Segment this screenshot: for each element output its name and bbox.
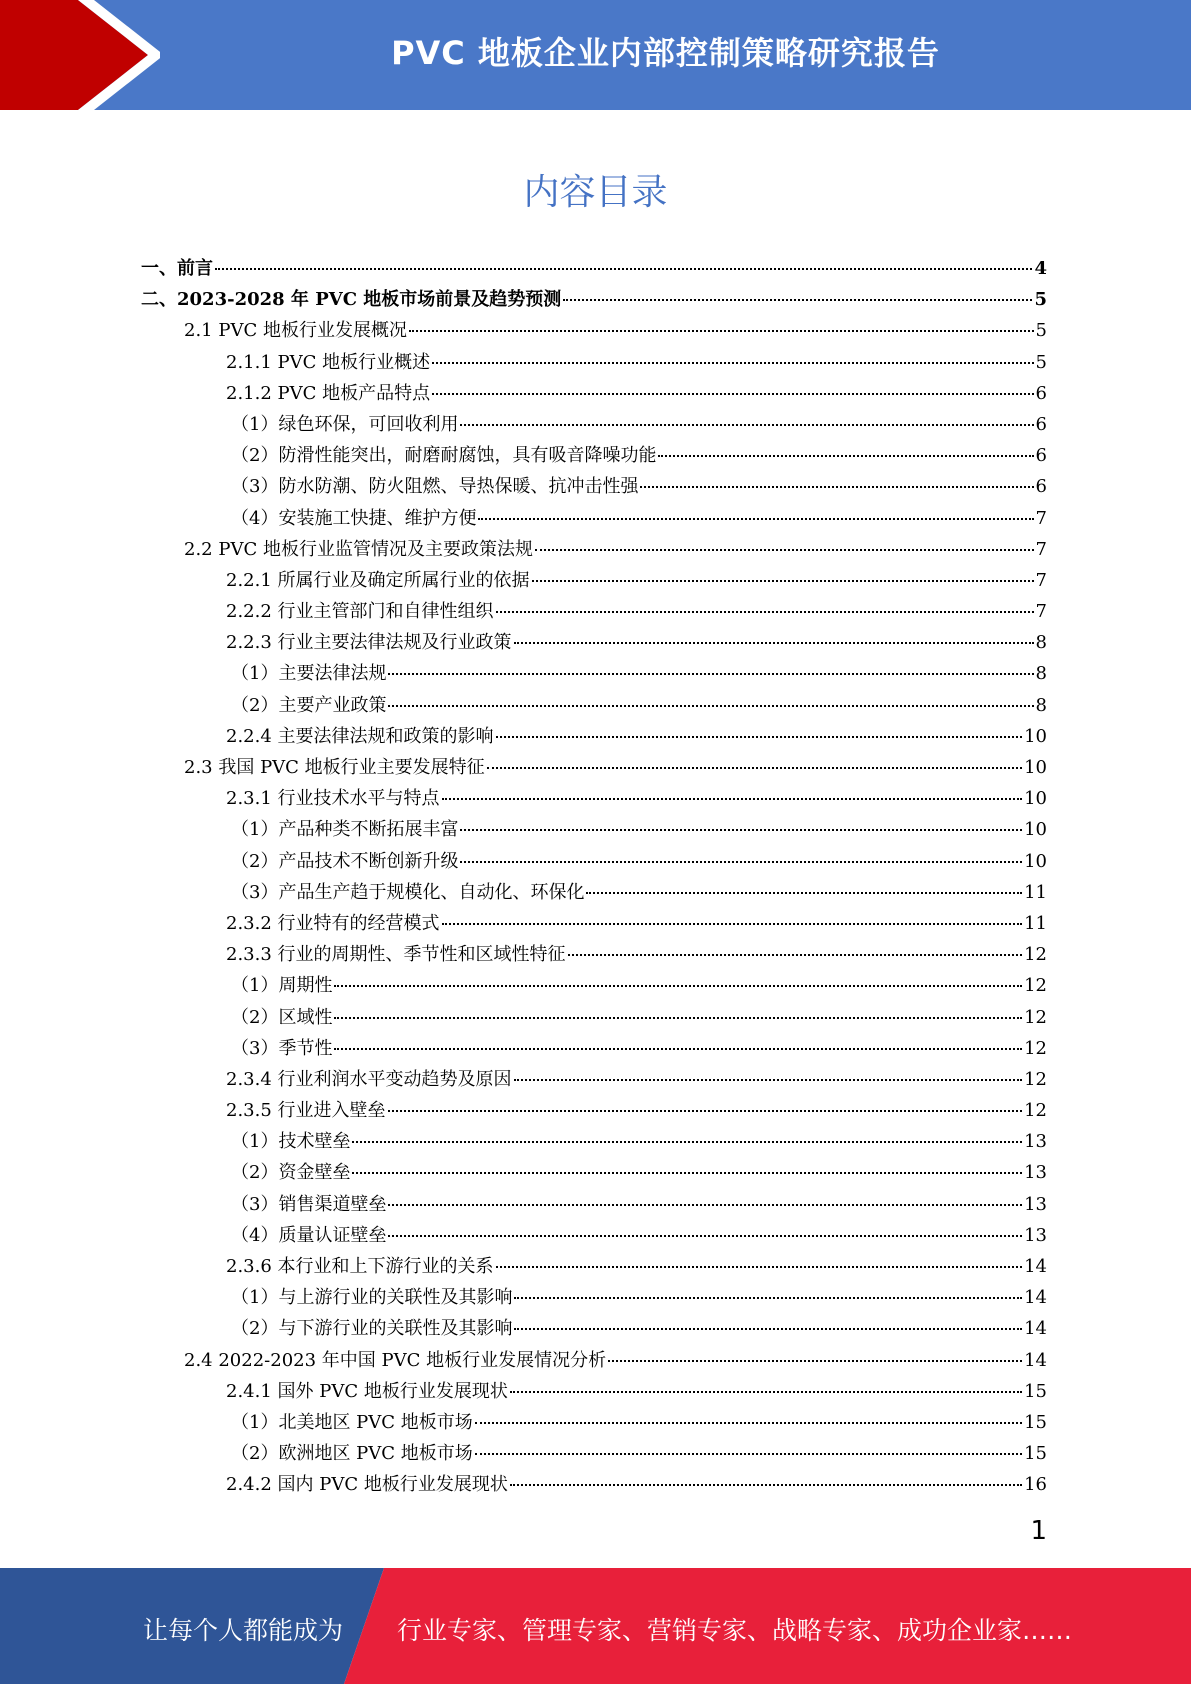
toc-entry[interactable] <box>141 1189 1047 1220</box>
toc-dot-leader <box>442 797 1023 800</box>
toc-entry-label: （2）主要产业政策 <box>231 694 387 716</box>
toc-dot-leader <box>388 704 1033 707</box>
toc-entry-label: （2）区域性 <box>231 1006 333 1028</box>
toc-entry-label: （1）主要法律法规 <box>231 663 387 685</box>
toc-heading: 内容目录 <box>523 172 668 213</box>
toc-dot-leader <box>514 641 1034 644</box>
toc-entry-label: （3）防水防潮、防火阻燃、导热保暖、抗冲击性强 <box>231 476 639 498</box>
toc-entry[interactable] <box>141 752 1047 783</box>
toc-entry-page: 13 <box>1024 1224 1047 1246</box>
toc-entry-page: 13 <box>1024 1162 1047 1184</box>
page-number: 1 <box>1030 1516 1047 1546</box>
toc-entry-page: 6 <box>1035 382 1047 404</box>
toc-entry[interactable] <box>141 315 1047 346</box>
toc-dot-leader <box>496 1265 1023 1268</box>
toc-entry-page: 15 <box>1024 1443 1047 1465</box>
toc-entry[interactable] <box>141 846 1047 877</box>
toc-entry-page: 15 <box>1024 1380 1047 1402</box>
toc-entry-label: （2）欧洲地区 PVC 地板市场 <box>231 1443 473 1465</box>
toc-entry-label: 2.2 PVC 地板行业监管情况及主要政策法规 <box>184 538 533 560</box>
toc-entry[interactable] <box>141 565 1047 596</box>
toc-entry-page: 6 <box>1035 413 1047 435</box>
toc-entry-label: （4）质量认证壁垒 <box>231 1224 387 1246</box>
toc-entry[interactable] <box>141 1469 1047 1500</box>
toc-dot-leader <box>478 517 1033 520</box>
toc-entry-page: 5 <box>1034 289 1047 311</box>
toc-entry[interactable] <box>141 1313 1047 1344</box>
toc-entry-page: 15 <box>1024 1411 1047 1433</box>
toc-entry-label: （1）绿色环保，可回收利用 <box>231 413 459 435</box>
toc-entry[interactable] <box>141 1126 1047 1157</box>
toc-entry-page: 10 <box>1024 819 1047 841</box>
toc-entry-label: 2.1.1 PVC 地板行业概述 <box>226 351 431 373</box>
toc-entry-label: 2.4 2022-2023 年中国 PVC 地板行业发展情况分析 <box>184 1349 607 1371</box>
toc-dot-leader <box>475 1421 1022 1424</box>
toc-dot-leader <box>334 1016 1022 1019</box>
toc-dot-leader <box>563 298 1032 301</box>
header-band <box>0 0 1191 110</box>
toc-entry-label: （2）防滑性能突出，耐磨耐腐蚀，具有吸音降噪功能 <box>231 445 657 467</box>
toc-entry[interactable] <box>141 1407 1047 1438</box>
toc-dot-leader <box>352 1171 1022 1174</box>
toc-entry-label: （1）北美地区 PVC 地板市场 <box>231 1411 473 1433</box>
toc-dot-leader <box>460 828 1022 831</box>
header-chevron-icon <box>0 0 160 110</box>
toc-entry-label: 2.3.3 行业的周期性、季节性和区域性特征 <box>226 944 566 966</box>
toc-entry-page: 14 <box>1024 1287 1047 1309</box>
toc-dot-leader <box>475 1452 1022 1455</box>
toc-entry-label: 2.2.4 主要法律法规和政策的影响 <box>226 725 494 747</box>
toc-entry-page: 7 <box>1035 507 1047 529</box>
toc-entry-label: 2.3.4 行业利润水平变动趋势及原因 <box>226 1068 512 1090</box>
toc-dot-leader <box>487 766 1022 769</box>
toc-dot-leader <box>535 548 1034 551</box>
toc-entry-label: 2.4.1 国外 PVC 地板行业发展现状 <box>226 1380 508 1402</box>
toc-entry-page: 10 <box>1024 725 1047 747</box>
toc-entry-page: 10 <box>1024 788 1047 810</box>
toc-entry[interactable] <box>141 347 1047 378</box>
toc-entry[interactable] <box>141 409 1047 440</box>
toc-dot-leader <box>532 579 1034 582</box>
toc-dot-leader <box>496 610 1034 613</box>
toc-dot-leader <box>510 1390 1022 1393</box>
toc-entry-label: （1）产品种类不断拓展丰富 <box>231 819 459 841</box>
toc-entry-page: 7 <box>1035 601 1047 623</box>
toc-entry-page: 13 <box>1024 1131 1047 1153</box>
toc-entry[interactable] <box>141 253 1047 284</box>
toc-entry[interactable] <box>141 471 1047 502</box>
toc-entry-page: 6 <box>1035 445 1047 467</box>
toc-entry-label: 2.2.2 行业主管部门和自律性组织 <box>226 601 494 623</box>
toc-entry[interactable] <box>141 1157 1047 1188</box>
toc-entry-page: 14 <box>1024 1318 1047 1340</box>
toc-entry-label: 2.4.2 国内 PVC 地板行业发展现状 <box>226 1474 508 1496</box>
toc-entry-label: （2）资金壁垒 <box>231 1162 351 1184</box>
toc-entry-label: 2.2.3 行业主要法律法规及行业政策 <box>226 632 512 654</box>
toc-entry[interactable] <box>141 1095 1047 1126</box>
toc-dot-leader <box>334 984 1022 987</box>
toc-entry-page: 12 <box>1024 1037 1047 1059</box>
footer-slogan-left: 让每个人都能成为 <box>143 1616 344 1645</box>
toc-dot-leader <box>388 1203 1022 1206</box>
toc-entry[interactable] <box>141 690 1047 721</box>
toc-entry-label: 一、前言 <box>141 258 213 279</box>
toc-entry-page: 5 <box>1035 351 1047 373</box>
toc-entry-page: 11 <box>1024 881 1047 903</box>
toc-entry-label: （2）产品技术不断创新升级 <box>231 850 459 872</box>
toc-entry-label: （1）周期性 <box>231 975 333 997</box>
toc-entry-label: （4）安装施工快捷、维护方便 <box>231 507 477 529</box>
toc-entry-page: 12 <box>1024 1100 1047 1122</box>
toc-dot-leader <box>608 1359 1022 1362</box>
toc-dot-leader <box>388 1109 1023 1112</box>
toc-entry[interactable] <box>141 1282 1047 1313</box>
toc-entry-label: 二、2023-2028 年 PVC 地板市场前景及趋势预测 <box>141 289 562 311</box>
toc-dot-leader <box>388 1234 1022 1237</box>
toc-entry-page: 13 <box>1024 1193 1047 1215</box>
toc-entry[interactable] <box>141 721 1047 752</box>
footer-band <box>0 1568 1191 1684</box>
toc-entry[interactable] <box>141 1064 1047 1095</box>
toc-entry-label: （3）产品生产趋于规模化、自动化、环保化 <box>231 881 585 903</box>
toc-entry[interactable] <box>141 939 1047 970</box>
toc-entry[interactable] <box>141 1376 1047 1407</box>
toc-entry-label: （3）季节性 <box>231 1037 333 1059</box>
toc-dot-leader <box>514 1078 1023 1081</box>
toc-entry-page: 16 <box>1024 1474 1047 1496</box>
toc-dot-leader <box>442 922 1023 925</box>
toc-entry-page: 7 <box>1035 538 1047 560</box>
toc-entry-label: （1）与上游行业的关联性及其影响 <box>231 1287 513 1309</box>
toc-entry[interactable] <box>141 1220 1047 1251</box>
toc-entry-page: 8 <box>1035 663 1047 685</box>
toc-entry-label: （2）与下游行业的关联性及其影响 <box>231 1318 513 1340</box>
toc-entry-page: 5 <box>1035 320 1047 342</box>
toc-entry-label: （1）技术壁垒 <box>231 1131 351 1153</box>
toc-dot-leader <box>514 1296 1022 1299</box>
toc-dot-leader <box>352 1140 1022 1143</box>
toc-entry[interactable] <box>141 1002 1047 1033</box>
toc-dot-leader <box>460 860 1022 863</box>
toc-entry-page: 7 <box>1035 569 1047 591</box>
toc-entry[interactable] <box>141 627 1047 658</box>
toc-dot-leader <box>215 267 1032 270</box>
toc-entry-page: 12 <box>1024 1068 1047 1090</box>
toc-entry[interactable] <box>141 596 1047 627</box>
toc-entry[interactable] <box>141 908 1047 939</box>
toc-entry-page: 6 <box>1035 476 1047 498</box>
toc-entry-page: 10 <box>1024 850 1047 872</box>
toc-entry-label: 2.3.1 行业技术水平与特点 <box>226 788 440 810</box>
toc-dot-leader <box>658 454 1033 457</box>
toc-entry-page: 8 <box>1035 694 1047 716</box>
toc-dot-leader <box>514 1327 1022 1330</box>
toc-dot-leader <box>432 361 1033 364</box>
toc-dot-leader <box>432 392 1033 395</box>
table-of-contents <box>141 253 1047 1501</box>
toc-entry[interactable] <box>141 284 1047 315</box>
toc-entry[interactable] <box>141 503 1047 534</box>
toc-entry-label: 2.3.6 本行业和上下游行业的关系 <box>226 1256 494 1277</box>
toc-entry-page: 14 <box>1024 1256 1047 1277</box>
toc-entry-page: 8 <box>1035 632 1047 654</box>
toc-dot-leader <box>496 735 1023 738</box>
toc-entry[interactable] <box>141 1251 1047 1282</box>
toc-entry-page: 12 <box>1024 1006 1047 1028</box>
toc-entry-label: 2.3.2 行业特有的经营模式 <box>226 912 440 934</box>
footer-slogan-right: 行业专家、管理专家、营销专家、战略专家、成功企业家…… <box>397 1616 1073 1645</box>
toc-entry-label: 2.1 PVC 地板行业发展概况 <box>184 320 407 342</box>
toc-entry-page: 4 <box>1034 258 1047 279</box>
toc-entry[interactable] <box>141 534 1047 565</box>
toc-entry-label: 2.3 我国 PVC 地板行业主要发展特征 <box>184 757 485 778</box>
toc-dot-leader <box>586 891 1022 894</box>
toc-entry-label: 2.1.2 PVC 地板产品特点 <box>226 382 431 404</box>
toc-entry[interactable] <box>141 440 1047 471</box>
toc-entry[interactable] <box>141 1345 1047 1376</box>
toc-entry-label: 2.3.5 行业进入壁垒 <box>226 1100 386 1122</box>
toc-dot-leader <box>568 953 1023 956</box>
toc-dot-leader <box>388 672 1033 675</box>
toc-entry-page: 14 <box>1024 1349 1047 1371</box>
toc-dot-leader <box>640 485 1033 488</box>
toc-entry[interactable] <box>141 877 1047 908</box>
toc-entry-page: 11 <box>1024 912 1047 934</box>
toc-entry-label: （3）销售渠道壁垒 <box>231 1193 387 1215</box>
toc-entry[interactable] <box>141 783 1047 814</box>
toc-dot-leader <box>510 1483 1022 1486</box>
report-title: PVC 地板企业内部控制策略研究报告 <box>391 34 940 72</box>
toc-entry-label: 2.2.1 所属行业及确定所属行业的依据 <box>226 569 530 591</box>
toc-dot-leader <box>460 423 1033 426</box>
toc-entry[interactable] <box>141 1033 1047 1064</box>
toc-dot-leader <box>334 1047 1022 1050</box>
toc-entry[interactable] <box>141 970 1047 1001</box>
toc-entry-page: 10 <box>1024 757 1047 778</box>
toc-dot-leader <box>409 329 1034 332</box>
toc-entry[interactable] <box>141 814 1047 845</box>
toc-entry[interactable] <box>141 658 1047 689</box>
toc-entry[interactable] <box>141 1438 1047 1469</box>
toc-entry[interactable] <box>141 378 1047 409</box>
toc-entry-page: 12 <box>1024 944 1047 966</box>
toc-entry-page: 12 <box>1024 975 1047 997</box>
